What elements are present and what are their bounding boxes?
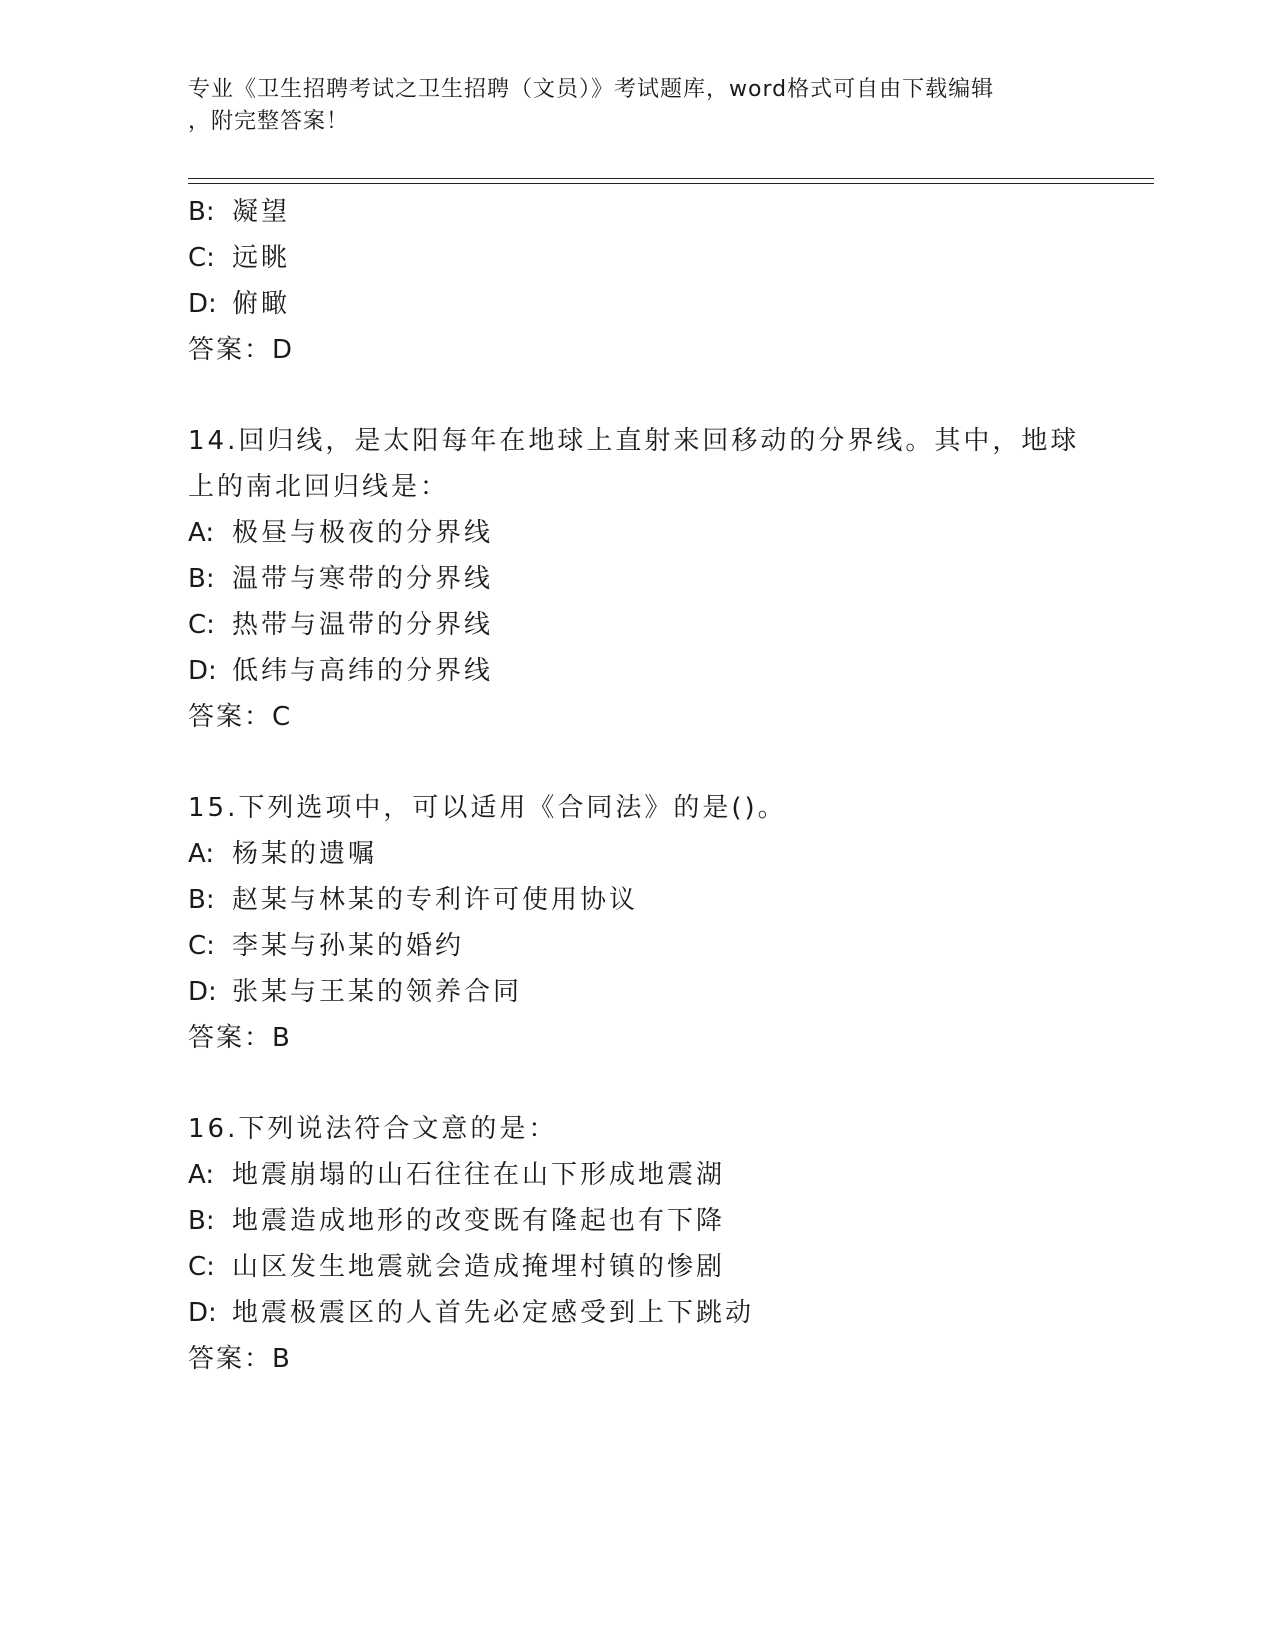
option-d [188, 1290, 1088, 1336]
option-key: C: [188, 243, 215, 273]
option-d [188, 648, 1088, 694]
option-text: 热带与温带的分界线 [232, 610, 494, 640]
option-key: C: [188, 1252, 215, 1282]
option-key: D: [188, 977, 217, 1007]
question-16 [188, 1106, 1088, 1382]
option-d [188, 281, 1088, 327]
answer: 答案：C [188, 702, 293, 732]
question-13-tail [188, 189, 1088, 373]
option-text: 低纬与高纬的分界线 [232, 656, 494, 686]
option-text: 山区发生地震就会造成掩埋村镇的惨剧 [232, 1252, 726, 1282]
option-key: C: [188, 931, 215, 961]
header-line-2: ，附完整答案！ [188, 109, 350, 134]
option-text: 极昼与极夜的分界线 [232, 518, 494, 548]
option-a [188, 1152, 1088, 1198]
header-line-1: 专业《卫生招聘考试之卫生招聘（文员）》考试题库，word格式可自由下载编辑 [188, 77, 995, 102]
question-stem-line: 15.下列选项中，可以适用《合同法》的是()。 [188, 793, 787, 823]
option-text: 杨某的遗嘱 [232, 839, 378, 869]
option-key: D: [188, 1298, 217, 1328]
option-text: 凝望 [232, 197, 291, 227]
header-divider-bottom [188, 183, 1154, 184]
option-b [188, 1198, 1088, 1244]
question-stem-line: 14.回归线，是太阳每年在地球上直射来回移动的分界线。其中，地球 [188, 426, 1080, 456]
question-list [188, 189, 1088, 1382]
option-key: A: [188, 1160, 215, 1190]
answer: 答案：D [188, 335, 295, 365]
answer: 答案：B [188, 1344, 292, 1374]
option-b [188, 189, 1088, 235]
option-text: 俯瞰 [232, 289, 291, 319]
option-key: D: [188, 289, 217, 319]
option-key: C: [188, 610, 215, 640]
option-c [188, 602, 1088, 648]
option-key: D: [188, 656, 217, 686]
option-text: 地震崩塌的山石往往在山下形成地震湖 [232, 1160, 726, 1190]
option-key: B: [188, 197, 215, 227]
option-text: 温带与寒带的分界线 [232, 564, 494, 594]
option-text: 张某与王某的领养合同 [232, 977, 523, 1007]
question-15 [188, 785, 1088, 1061]
option-b [188, 877, 1088, 923]
option-d [188, 969, 1088, 1015]
option-a [188, 831, 1088, 877]
option-text: 李某与孙某的婚约 [232, 931, 465, 961]
document-header [188, 74, 1088, 138]
option-key: B: [188, 1206, 215, 1236]
option-a [188, 510, 1088, 556]
option-text: 地震极震区的人首先必定感受到上下跳动 [232, 1298, 755, 1328]
option-text: 远眺 [232, 243, 291, 273]
option-key: A: [188, 518, 215, 548]
option-key: B: [188, 564, 215, 594]
answer: 答案：B [188, 1023, 292, 1053]
question-stem-line: 上的南北回归线是： [188, 472, 450, 502]
option-key: A: [188, 839, 215, 869]
question-14 [188, 418, 1088, 740]
option-text: 赵某与林某的专利许可使用协议 [232, 885, 639, 915]
option-c [188, 1244, 1088, 1290]
option-key: B: [188, 885, 215, 915]
option-b [188, 556, 1088, 602]
option-c [188, 235, 1088, 281]
header-divider-top [188, 178, 1154, 179]
question-stem-line: 16.下列说法符合文意的是： [188, 1114, 558, 1144]
option-text: 地震造成地形的改变既有隆起也有下降 [232, 1206, 726, 1236]
option-c [188, 923, 1088, 969]
